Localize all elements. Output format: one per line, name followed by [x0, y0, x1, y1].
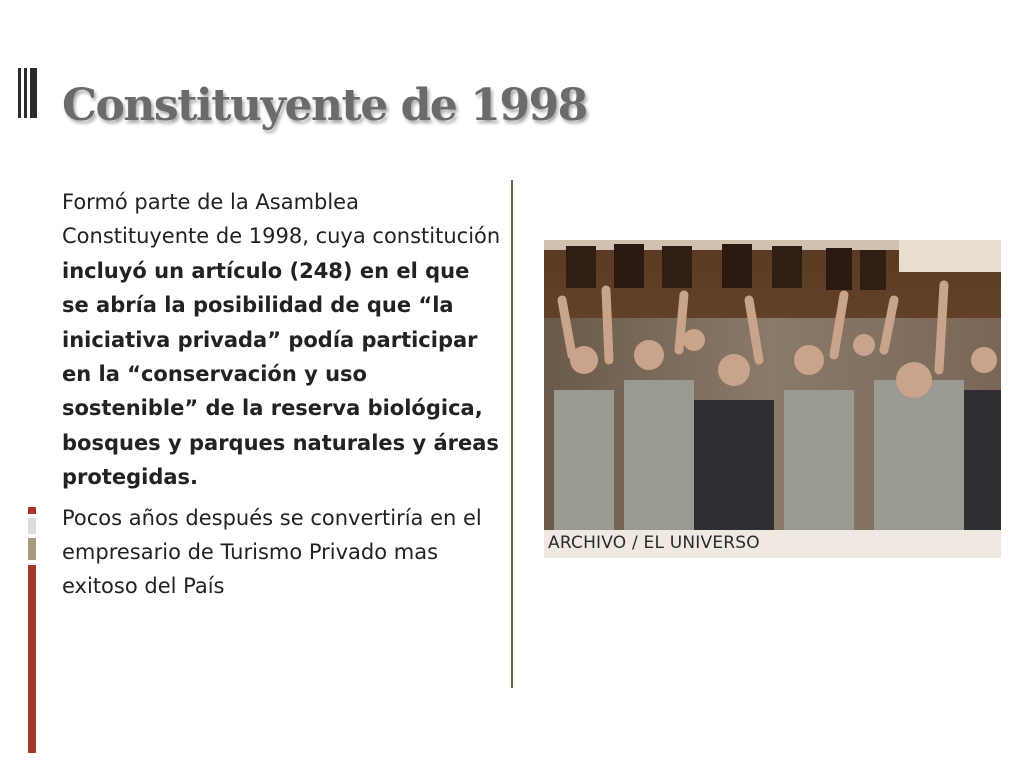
paragraph-1-normal: Formó parte de la Asamblea Constituyente de 1998, cuya constitución	[62, 190, 501, 249]
paragraph-1-bold: incluyó un artículo (248) en el que se abría la posibilidad de que “la iniciativa privada” podía participar en la “conservación y uso sostenible” de la reserva biológica, bosques y parques naturales y áreas protegidas.	[62, 258, 499, 490]
paragraph-1	[62, 185, 502, 495]
column-divider	[511, 180, 513, 688]
left-accent-bar-red	[28, 565, 36, 753]
slide-title: Constituyente de 1998	[62, 80, 587, 131]
slide-body	[62, 185, 502, 604]
left-accent-bar-gray	[28, 518, 36, 534]
assembly-photo-illustration	[544, 240, 1001, 558]
assembly-vote-photo	[544, 240, 1001, 558]
left-accent-bar-red-top	[28, 507, 36, 514]
left-accent-bar-tan	[28, 538, 36, 560]
title-decoration	[18, 68, 38, 118]
paragraph-2: Pocos años después se convertiría en el empresario de Turismo Privado mas exitoso del País	[62, 505, 482, 599]
photo-caption: ARCHIVO / EL UNIVERSO	[548, 533, 760, 553]
